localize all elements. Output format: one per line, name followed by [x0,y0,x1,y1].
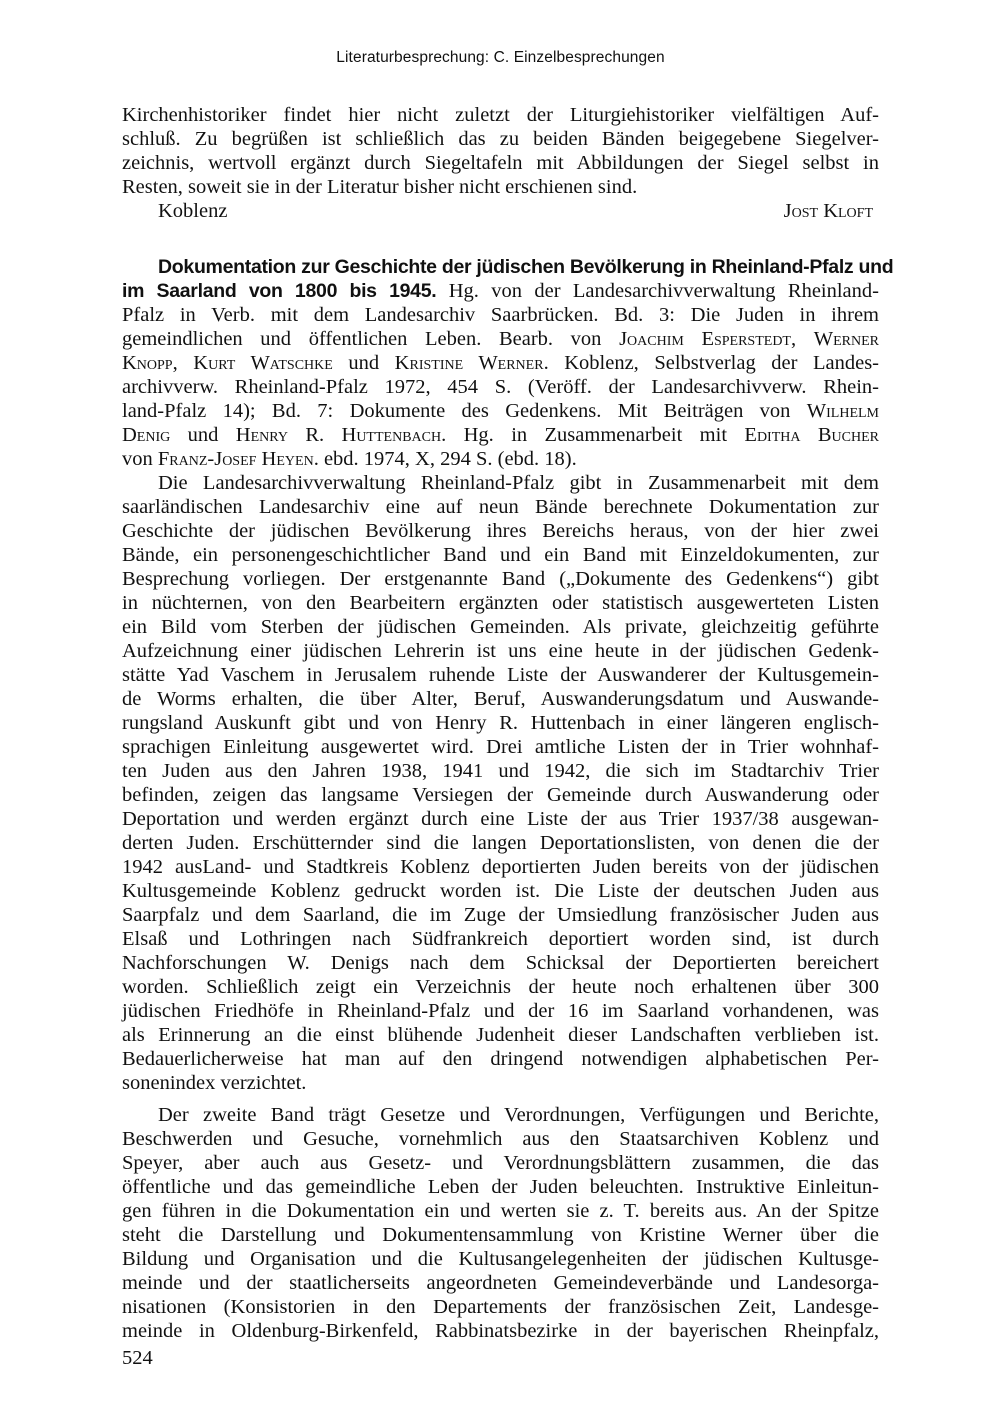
text-line: Speyer, aber auch aus Gesetz- und Verordnungsblättern zusammen, die das [122,1152,879,1174]
page-number: 524 [122,1347,153,1369]
citation-line [122,447,879,471]
book-title-continued: im Saarland von 1800 bis 1945. [122,280,437,302]
text-line: Kultusgemeinde Koblenz gedruckt worden ist. Die Liste der deutschen Juden aus [122,880,879,902]
citation-text: und [170,424,236,446]
citation-text: . Hg. in Zusammenarbeit mit [441,424,745,446]
text-line: Resten, soweit sie in der Literatur bisher nicht erschienen sind. [122,176,638,198]
text-line: nisationen (Konsistorien in den Departements der französischen Zeit, Landesge- [122,1296,879,1318]
text-line: öffentliche und das gemeindliche Leben der Juden beleuchten. Instruktive Einleitun- [122,1176,879,1198]
citation-text: , [172,352,194,374]
citation-line [122,399,879,423]
review-paragraph-2 [122,1103,879,1343]
text-line: steht die Darstellung und Dokumentensammlung von Kristine Werner über die [122,1224,879,1246]
text-line: worden. Schließlich zeigt ein Verzeichnis der heute noch erhaltenen über 300 [122,976,879,998]
text-line: Saarpfalz und dem Saarland, die im Zuge der Umsiedlung französischer Juden aus [122,904,879,926]
review-signature [122,199,879,223]
contributor-name: Denig [122,424,171,446]
text-line: 1942 ausLand- und Stadtkreis Koblenz deportierten Juden bereits von der jüdischen [122,856,879,878]
citation-text: land-Pfalz 14); Bd. 7: Dokumente des Gedenkens. Mit Beiträgen von [122,400,807,422]
text-line: saarländischen Landesarchiv eine auf neun Bände berechnete Dokumentation zur [122,496,879,518]
citation-text: . Koblenz, Selbstverlag der Landes- [543,352,880,374]
running-head: Literaturbesprechung: C. Einzelbesprechungen [336,49,665,66]
citation-line [122,423,879,447]
editor-name: Editha Bucher [744,424,880,446]
text-line: de Worms erhalten, die über Alter, Beruf, Auswanderungsdatum und Auswande- [122,688,879,710]
citation-line: Pfalz in Verb. mit dem Landesarchiv Saarbrücken. Bd. 3: Die Juden in ihrem [122,304,879,326]
editor-name: Knopp [122,352,173,374]
text-line: Die Landesarchivverwaltung Rheinland-Pfalz gibt in Zusammenarbeit mit dem [158,472,879,494]
text-line: Nachforschungen W. Denigs nach dem Schicksal der Deportierten bereichert [122,952,879,974]
text-line: ten Juden aus den Jahren 1938, 1941 und 1942, die sich im Stadtarchiv Trier [122,760,879,782]
text-line: Bedauerlicherweise hat man auf den dringend notwendigen alphabetischen Per- [122,1048,879,1070]
citation-line [122,351,879,375]
text-line: Elsaß und Lothringen nach Südfrankreich deportiert worden sind, ist durch [122,928,879,950]
text-line: Deportation und werden ergänzt durch eine Liste der aus Trier 1937/38 ausgewan- [122,808,879,830]
book-title: Dokumentation zur Geschichte der jüdischen Bevölkerung in Rheinland-Pfalz und [158,256,894,278]
text-line: Bände, ein personengeschichtlicher Band und ein Band mit Einzeldokumenten, zur [122,544,879,566]
page-body [122,103,894,1343]
citation-line: archivverw. Rheinland-Pfalz 1972, 454 S. (Veröff. der Landesarchivverw. Rhein- [122,376,879,398]
contributor-name: Wilhelm [806,400,879,422]
text-line: Aufzeichnung einer jüdischen Lehrerin ist uns eine heute in der jüdischen Gedenk- [122,640,879,662]
citation-line [122,255,894,279]
review-place: Koblenz [158,200,228,222]
text-line: in nüchternen, von den Bearbeitern ergänzten oder statistisch ausgewerteten Listen [122,592,879,614]
editor-name: Joachim Esperstedt [619,328,791,350]
book-citation [122,255,894,471]
text-line: schluß. Zu begrüßen ist schließlich das zu beiden Bänden beigegebene Siegelver- [122,128,879,150]
citation-line [122,327,879,351]
citation-line [122,279,879,303]
editor-name: Werner [813,328,880,350]
text-line: sonenindex verzichtet. [122,1072,307,1094]
text-line: jüdischen Friedhöfe in Rheinland-Pfalz und der 16 im Saarland vorhandenen, was [122,1000,879,1022]
editor-name: Franz-Josef Heyen [157,448,314,470]
text-line: stätte Yad Vaschem in Jerusalem ruhende Liste der Auswanderer der Kultusgemein- [122,664,879,686]
text-line: Kirchenhistoriker findet hier nicht zuletzt der Liturgiehistoriker vielfältigen Auf- [122,104,879,126]
text-line: ein Bild vom Sterben der jüdischen Gemeinden. Als private, gleichzeitig geführte [122,616,879,638]
citation-text: . ebd. 1974, X, 294 S. (ebd. 18). [313,448,577,470]
text-line: als Erinnerung an die einst blühende Judenheit dieser Landschaften verblieben ist. [122,1024,879,1046]
text-line: sprachigen Einleitung ausgewertet wird. Drei amtliche Listen der in Trier wohnhaf- [122,736,879,758]
previous-review-ending [122,103,879,223]
text-line: Geschichte der jüdischen Bevölkerung ihres Bereichs heraus, von der hier zwei [122,520,879,542]
editor-name: Kurt Watschke [193,352,333,374]
citation-text: von [122,448,158,470]
citation-text: und [332,352,395,374]
text-line: meinde und der staatlicherseits angeordneten Gemeindeverbände und Landesorga- [122,1272,879,1294]
text-line: derten Juden. Erschütternder sind die langen Deportationslisten, von denen die der [122,832,879,854]
text-line: rungsland Auskunft gibt und von Henry R. Huttenbach in einer längeren englisch- [122,712,879,734]
text-line: gen führen in die Dokumentation ein und werten sie z. T. bereits aus. An der Spitze [122,1200,879,1222]
citation-text: , [791,328,814,350]
text-line: Besprechung vorliegen. Der erstgenannte Band („Dokumente des Gedenkens“) gibt [122,568,879,590]
text-line: Bildung und Organisation und die Kultusangelegenheiten der jüdischen Kultusge- [122,1248,879,1270]
citation-text: gemeindlichen und öffentlichen Leben. Bearb. von [122,328,620,350]
text-line: befinden, zeigen das langsame Versiegen der Gemeinde durch Auswanderung oder [122,784,879,806]
editor-name: Kristine Werner [394,352,544,374]
review-paragraph-1 [122,471,879,1095]
text-line: Der zweite Band trägt Gesetze und Verordnungen, Verfügungen und Berichte, [158,1104,879,1126]
citation-text: Hg. von der Landesarchivverwaltung Rheinland- [436,280,879,302]
contributor-name: Henry R. Huttenbach [235,424,442,446]
text-line: Beschwerden und Gesuche, vornehmlich aus den Staatsarchiven Koblenz und [122,1128,879,1150]
review-author: Jost Kloft [783,200,873,222]
text-line: meinde in Oldenburg-Birkenfeld, Rabbinatsbezirke in der bayerischen Rheinpfalz, [122,1320,879,1342]
text-line: zeichnis, wertvoll ergänzt durch Siegeltafeln mit Abbildungen der Siegel selbst in [122,152,879,174]
